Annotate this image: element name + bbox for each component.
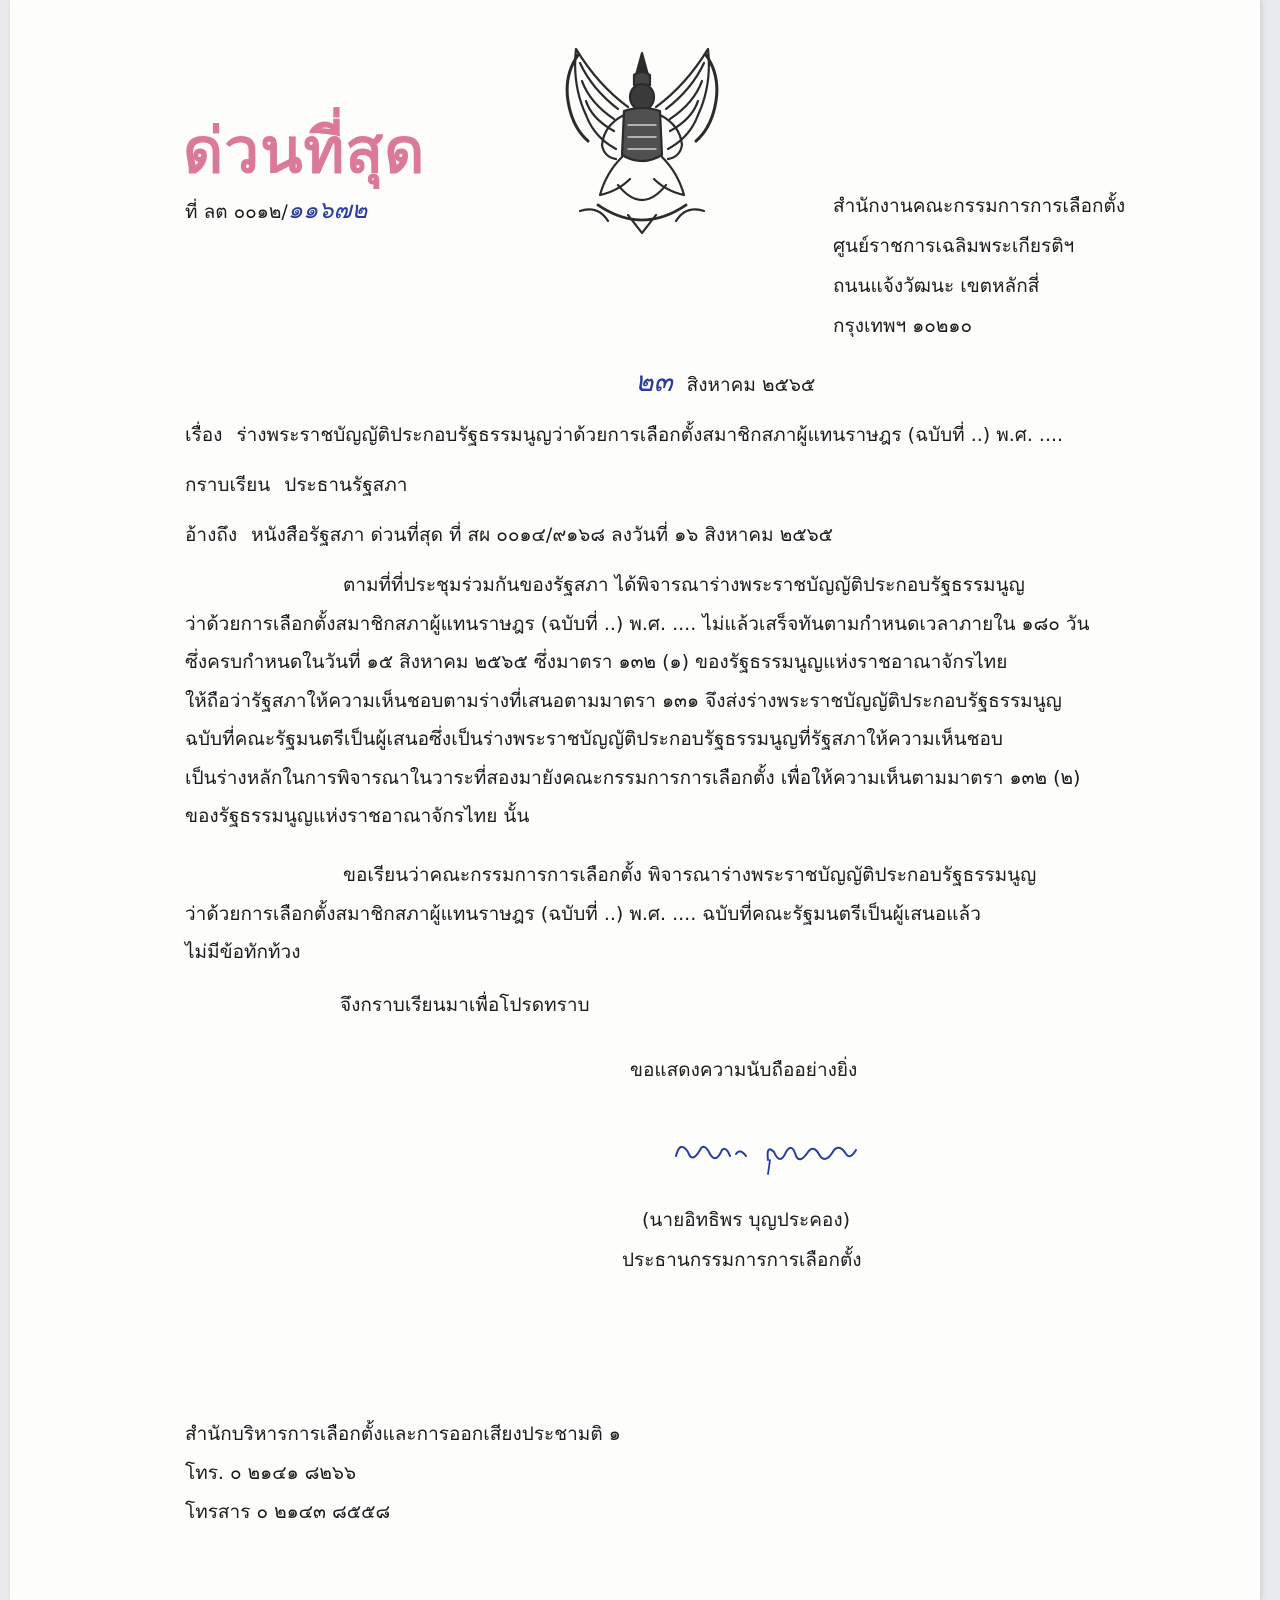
urgent-stamp: ด่วนที่สุด: [183, 114, 426, 187]
footer-fax: โทรสาร ๐ ๒๑๔๓ ๘๕๕๘: [185, 1501, 391, 1523]
footer-contact: [185, 1415, 621, 1532]
paragraph-line: ซึ่งครบกำหนดในวันที่ ๑๕ สิงหาคม ๒๕๖๕ ซึ่งมาตรา ๑๓๒ (๑) ของรัฐธรรมนูญแห่งราชอาณาจักรไทย: [185, 651, 1008, 673]
recipient-line: [185, 470, 407, 500]
paragraph-line: เป็นร่างหลักในการพิจารณาในวาระที่สองมายังคณะกรรมการการเลือกตั้ง เพื่อให้ความเห็นตามมาตรา ๑๓๒ (๒): [185, 766, 1081, 789]
paragraph-line: ว่าด้วยการเลือกตั้งสมาชิกสภาผู้แทนราษฎร (ฉบับที่ ..) พ.ศ. .... ฉบับที่คณะรัฐมนตรีเป็นผู้เสนอแล้ว: [185, 902, 981, 925]
paragraph-line: ให้ถือว่ารัฐสภาให้ความเห็นชอบตามร่างที่เสนอตามมาตรา ๑๓๑ จึงส่งร่างพระราชบัญญัติประกอบรัฐธรรมนูญ: [185, 689, 1062, 712]
closing-line: จึงกราบเรียนมาเพื่อโปรดทราบ: [340, 994, 590, 1016]
date-day-handwritten: ๒๓: [635, 365, 673, 398]
reference-label: อ้างถึง: [185, 524, 238, 546]
footer-telephone: โทร. ๐ ๒๑๔๑ ๘๒๖๖: [185, 1462, 357, 1484]
paragraph-line: ฉบับที่คณะรัฐมนตรีเป็นผู้เสนอซึ่งเป็นร่างพระราชบัญญัติประกอบรัฐธรรมนูญที่รัฐสภาให้ความเห็นชอบ: [185, 728, 1003, 750]
address-line: ศูนย์ราชการเฉลิมพระเกียรติฯ: [833, 235, 1075, 257]
body-paragraph-1: [185, 566, 1165, 836]
paragraph-line: ว่าด้วยการเลือกตั้งสมาชิกสภาผู้แทนราษฎร (ฉบับที่ ..) พ.ศ. .... ไม่แล้วเสร็จทันตามกำหนดเวลาภายใน ๑๘๐ วัน: [185, 612, 1090, 635]
subject-line: [185, 420, 1063, 450]
body-paragraph-2: [185, 856, 1165, 972]
letter-date: [635, 360, 815, 404]
footer-office: สำนักบริหารการเลือกตั้งและการออกเสียงประชามติ ๑: [185, 1423, 621, 1445]
date-month-year: สิงหาคม ๒๕๖๕: [686, 374, 816, 396]
garuda-emblem-icon: [558, 45, 726, 241]
sender-address: [833, 186, 1125, 346]
reference-text: หนังสือรัฐสภา ด่วนที่สุด ที่ สผ ๐๐๑๔/๙๑๖๘ ลงวันที่ ๑๖ สิงหาคม ๒๕๖๕: [251, 524, 834, 546]
paragraph-line: ไม่มีข้อทักท้วง: [185, 941, 301, 963]
handwritten-signature: [670, 1130, 870, 1180]
recipient-text: ประธานรัฐสภา: [284, 474, 408, 496]
reference-handwritten-number: ๑๑๖๗๒: [287, 196, 368, 224]
paragraph-line: ของรัฐธรรมนูญแห่งราชอาณาจักรไทย นั้น: [185, 805, 530, 827]
paragraph-line: ขอเรียนว่าคณะกรรมการการเลือกตั้ง พิจารณาร่างพระราชบัญญัติประกอบรัฐธรรมนูญ: [343, 864, 1037, 886]
reference-prefix: ที่ ลต ๐๐๑๒/: [185, 201, 288, 223]
paragraph-line: ตามที่ที่ประชุมร่วมกันของรัฐสภา ได้พิจารณาร่างพระราชบัญญัติประกอบรัฐธรรมนูญ: [343, 574, 1025, 596]
subject-label: เรื่อง: [185, 424, 223, 446]
letter-page: [10, 0, 1260, 1600]
recipient-label: กราบเรียน: [185, 474, 271, 496]
document-reference-number: [185, 190, 367, 229]
signer-name: (นายอิทธิพร บุญประคอง): [642, 1209, 851, 1231]
signer-position: ประธานกรรมการการเลือกตั้ง: [622, 1249, 862, 1271]
reference-line: [185, 520, 833, 550]
closing-regards: ขอแสดงความนับถืออย่างยิ่ง: [630, 1059, 858, 1081]
address-line: ถนนแจ้งวัฒนะ เขตหลักสี่: [833, 275, 1040, 297]
subject-text: ร่างพระราชบัญญัติประกอบรัฐธรรมนูญว่าด้วยการเลือกตั้งสมาชิกสภาผู้แทนราษฎร (ฉบับที่ ..) พ.ศ. ....: [236, 424, 1064, 446]
address-line: กรุงเทพฯ ๑๐๒๑๐: [833, 315, 973, 337]
address-line: สำนักงานคณะกรรมการการเลือกตั้ง: [833, 195, 1126, 217]
